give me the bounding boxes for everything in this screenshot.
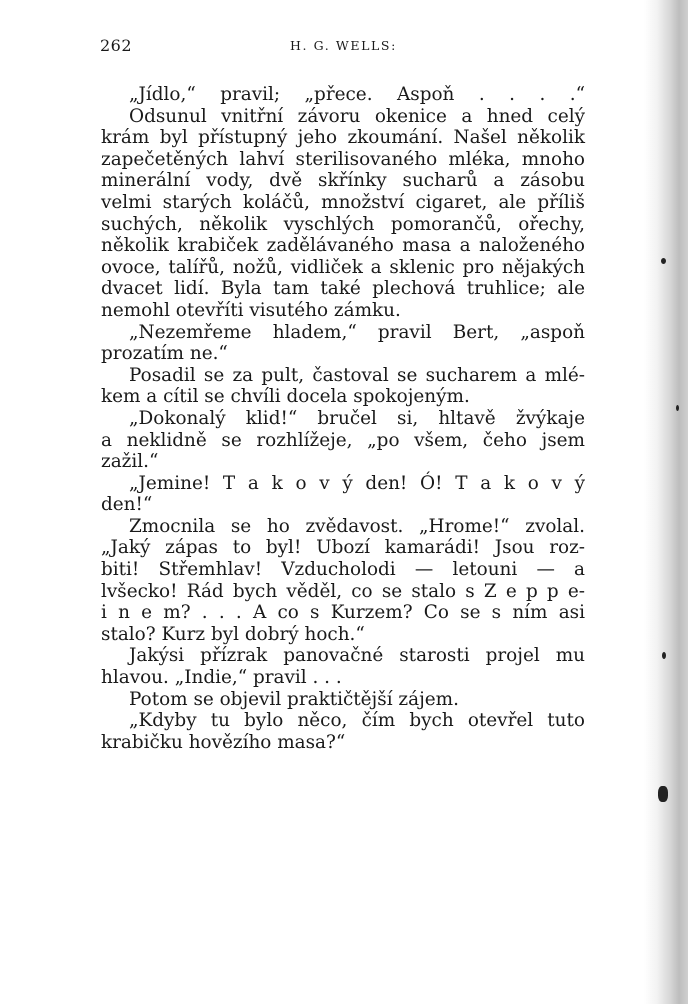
text-line: „Jaký zápas to byl! Ubozí kamarádi! Jsou roz-: [101, 537, 585, 559]
text-line: „Kdyby tu bylo něco, čím bych otevřel tuto: [129, 710, 585, 732]
text-line: dvacet lidí. Byla tam také plechová truhlice; ale: [101, 278, 585, 300]
text-line: Jakýsi přízrak panovačné starosti projel mu: [129, 645, 585, 667]
text-line: krabičku hovězího masa?“: [101, 731, 346, 753]
text-line: „Nezemřeme hladem,“ pravil Bert, „aspoň: [129, 321, 585, 343]
text-line: zapečetěných lahví sterilisovaného mléka, mnoho: [101, 148, 585, 170]
text-line: nemohl otevříti visutého zámku.: [101, 299, 401, 321]
page-header: [100, 36, 590, 56]
body-text: [101, 84, 585, 753]
text-line: a neklidně se rozhlížeje, „po všem, čeho jsem: [101, 429, 585, 451]
text-line: suchých, několik vyschlých pomorančů, ořechy,: [101, 213, 585, 235]
ink-speck: [676, 405, 679, 411]
text-line: Potom se objevil praktičtější zájem.: [129, 688, 459, 710]
text-line: zažil.“: [101, 451, 159, 473]
text-line: velmi starých koláčů, množství cigaret, ale příliš: [101, 191, 585, 213]
running-head: H. G. WELLS:: [290, 38, 397, 53]
text-line: lvšecko! Rád bych věděl, co se stalo s Z e p p e-: [101, 580, 585, 602]
text-line: „Jemine! T a k o v ý den! Ó! T a k o v ý: [129, 472, 585, 494]
ink-speck: [661, 258, 666, 264]
text-line: minerální vody, dvě skřínky sucharů a zásobu: [101, 170, 585, 192]
text-line: Zmocnila se ho zvědavost. „Hrome!“ zvolal.: [129, 515, 585, 537]
text-line: „Dokonalý klid!“ bručel si, hltavě žvýkaje: [129, 407, 585, 429]
text-line: ovoce, talířů, nožů, vidliček a sklenic pro nějakých: [101, 256, 585, 278]
text-line: den!“: [101, 494, 153, 516]
text-line: stalo? Kurz byl dobrý hoch.“: [101, 623, 365, 645]
page-gutter-shadow: [644, 0, 688, 1004]
text-line: i n e m? . . . A co s Kurzem? Co se s ním asi: [101, 602, 585, 624]
page-number: 262: [100, 36, 133, 55]
text-line: hlavou. „Indie,“ pravil . . .: [101, 667, 342, 689]
text-line: prozatím ne.“: [101, 343, 228, 365]
text-line: krám byl přístupný jeho zkoumání. Našel několik: [101, 127, 585, 149]
text-line: několik krabiček zadělávaného masa a naloženého: [101, 235, 585, 257]
text-line: Odsunul vnitřní závoru okenice a hned celý: [129, 105, 585, 127]
text-line: biti! Střemhlav! Vzducholodi — letouni — a: [101, 559, 585, 581]
text-line: Posadil se za pult, častoval se sucharem a mlé-: [129, 364, 585, 386]
text-line: kem a cítil se chvíli docela spokojeným.: [101, 386, 470, 408]
ink-speck: [662, 652, 666, 659]
ink-speck: [658, 786, 668, 802]
text-line: „Jídlo,“ pravil; „přece. Aspoň . . . .“: [129, 84, 585, 105]
